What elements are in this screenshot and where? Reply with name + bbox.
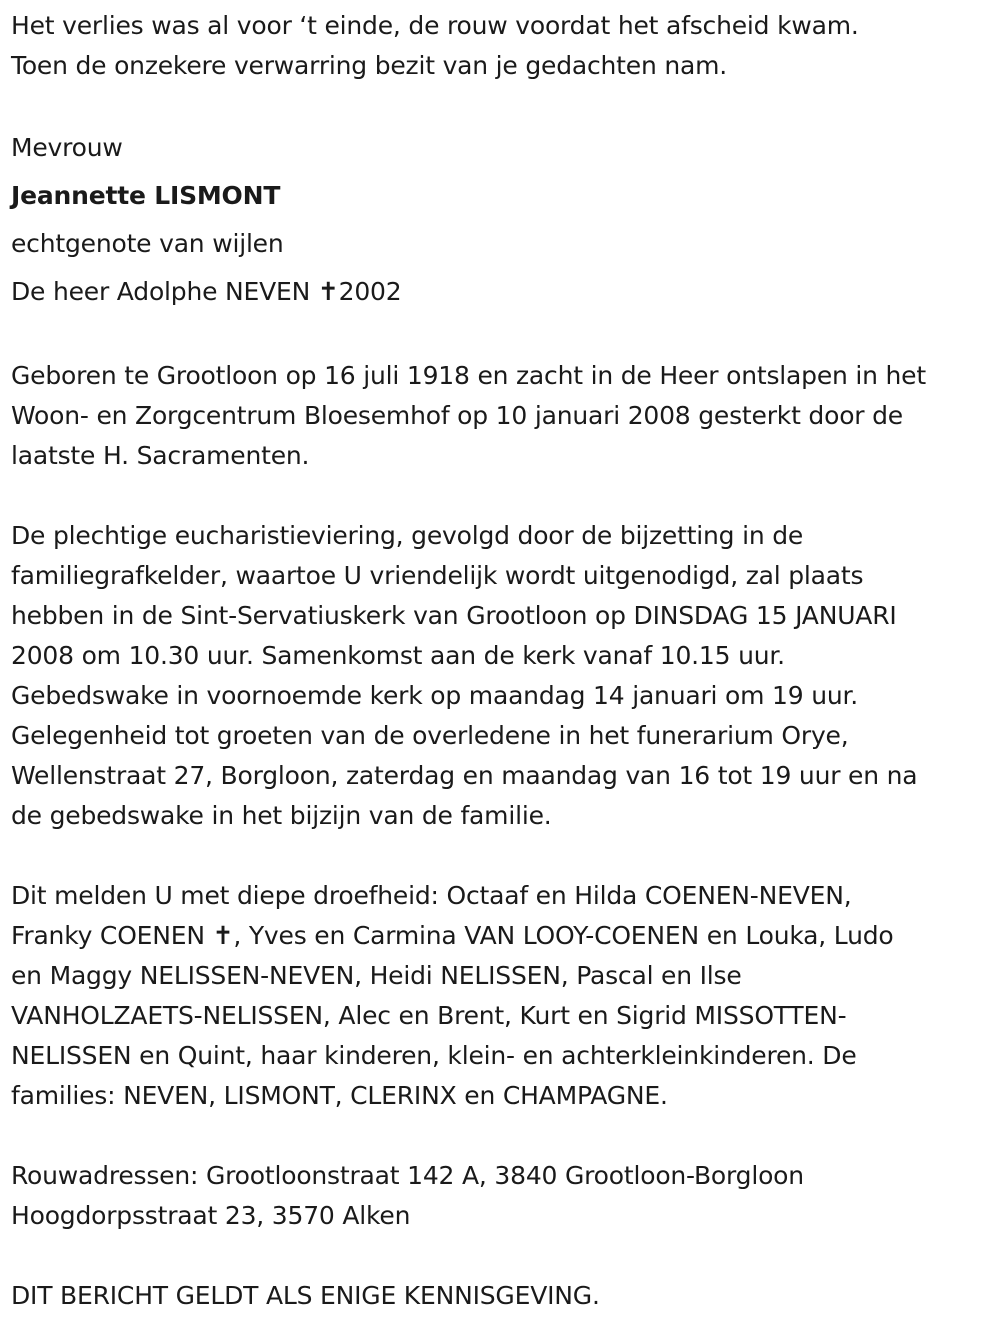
address-line: Hoogdorpsstraat 23, 3570 Alken: [11, 1201, 411, 1230]
spouse-year: 2002: [338, 277, 402, 306]
motto-line: Het verlies was al voor ‘t einde, de rouw voordat het afscheid kwam.: [11, 11, 859, 40]
birth-death-paragraph: [11, 356, 996, 476]
paragraph-line: Dit melden U met diepe droefheid: Octaaf en Hilda COENEN-NEVEN,: [11, 881, 852, 910]
motto-line: Toen de onzekere verwarring bezit van je gedachten nam.: [11, 51, 728, 80]
addresses-block: [11, 1156, 996, 1236]
address-line: Rouwadressen: Grootloonstraat 142 A, 3840 Grootloon-Borgloon: [11, 1161, 804, 1190]
paragraph-line: Wellenstraat 27, Borgloon, zaterdag en maandag van 16 tot 19 uur en na: [11, 761, 918, 790]
paragraph-line: hebben in de Sint-Servatiuskerk van Grootloon op DINSDAG 15 JANUARI: [11, 601, 897, 630]
deceased-relation: echtgenote van wijlen: [11, 229, 284, 258]
closing-notice: DIT BERICHT GELDT ALS ENIGE KENNISGEVING.: [11, 1281, 600, 1310]
obituary-document: [11, 6, 996, 1316]
paragraph-line: de gebedswake in het bijzijn van de familie.: [11, 801, 552, 830]
family-name-text: , Yves en Carmina VAN LOOY-COENEN en Louka, Ludo: [233, 921, 894, 950]
paragraph-line: Gelegenheid tot groeten van de overledene in het funerarium Orye,: [11, 721, 849, 750]
paragraph-line: 2008 om 10.30 uur. Samenkomst aan de kerk vanaf 10.15 uur.: [11, 641, 785, 670]
paragraph-line: en Maggy NELISSEN-NEVEN, Heidi NELISSEN, Pascal en Ilse: [11, 961, 742, 990]
spouse-name: De heer Adolphe NEVEN: [11, 277, 311, 306]
ceremony-paragraph: [11, 516, 996, 836]
spouse-line: [11, 268, 996, 316]
paragraph-line: Gebedswake in voornoemde kerk op maandag 14 januari om 19 uur.: [11, 681, 859, 710]
paragraph-line: VANHOLZAETS-NELISSEN, Alec en Brent, Kurt en Sigrid MISSOTTEN-: [11, 1001, 847, 1030]
paragraph-line: familiegrafkelder, waartoe U vriendelijk wordt uitgenodigd, zal plaats: [11, 561, 864, 590]
paragraph-line: De plechtige eucharistieviering, gevolgd door de bijzetting in de: [11, 521, 804, 550]
motto-block: [11, 6, 996, 86]
paragraph-line: Woon- en Zorgcentrum Bloesemhof op 10 januari 2008 gesterkt door de: [11, 401, 903, 430]
deceased-name: Jeannette LISMONT: [11, 181, 281, 210]
paragraph-line: Geboren te Grootloon op 16 juli 1918 en zacht in de Heer ontslapen in het: [11, 361, 926, 390]
family-paragraph: [11, 876, 996, 1116]
paragraph-line: laatste H. Sacramenten.: [11, 441, 310, 470]
paragraph-line: [11, 916, 996, 956]
cross-icon: ✝: [317, 277, 339, 306]
cross-icon: ✝: [212, 921, 234, 950]
deceased-block: [11, 124, 996, 316]
paragraph-line: families: NEVEN, LISMONT, CLERINX en CHAMPAGNE.: [11, 1081, 668, 1110]
deceased-title: Mevrouw: [11, 133, 123, 162]
paragraph-line: NELISSEN en Quint, haar kinderen, klein- en achterkleinkinderen. De: [11, 1041, 857, 1070]
family-name-text: Franky COENEN: [11, 921, 213, 950]
